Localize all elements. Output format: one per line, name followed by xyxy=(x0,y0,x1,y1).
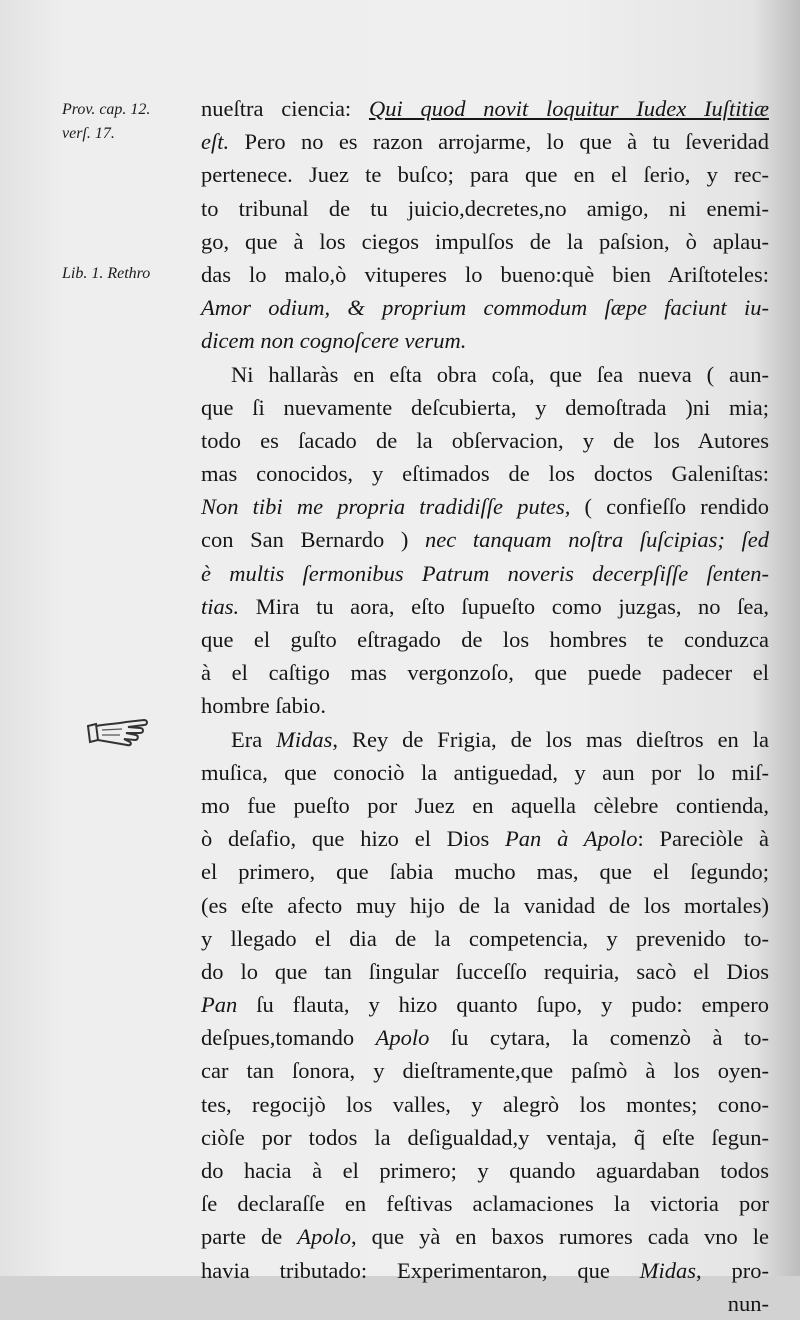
text-segment: ò deſafio, que hizo el Dios xyxy=(201,826,506,852)
text-segment: , que yà en baxos rumores cada vno le xyxy=(350,1224,769,1250)
text-segment: dicem non cognoſcere verum. xyxy=(201,328,467,354)
text-line xyxy=(201,689,769,722)
text-segment: mas conocidos, y eſtimados de los doctos Galeniſtas: xyxy=(201,461,769,487)
text-segment: deſpues,tomando xyxy=(201,1025,376,1051)
text-segment: do lo que tan ſingular ſucceſſo requiria, sacò el Dios xyxy=(201,958,769,984)
text-line xyxy=(201,1021,769,1054)
margin-note-citation: Lib. 1. Rethro xyxy=(62,265,151,282)
text-segment: , pro- xyxy=(696,1257,769,1283)
text-segment: (es eſte afecto muy hijo de la vanidad de los mortales) xyxy=(201,892,769,918)
text-line xyxy=(201,490,769,523)
text-segment: Era xyxy=(231,726,277,752)
text-line xyxy=(201,523,769,556)
text-segment: tes, regocijò los valles, y alegrò los montes; cono- xyxy=(201,1091,769,1117)
text-segment: Pan à Apolo xyxy=(505,826,638,852)
text-segment: Ni hallaràs en eſta obra coſa, que ſea nueva ( aun- xyxy=(231,361,769,387)
text-line xyxy=(201,92,769,125)
text-line xyxy=(201,1220,769,1253)
text-line xyxy=(201,955,769,988)
text-segment: que ſi nuevamente deſcubierta, y demoſtrada )ni mia; xyxy=(201,394,769,420)
text-segment: : Pareciòle à xyxy=(637,826,769,852)
text-segment: tias. xyxy=(201,593,240,619)
text-segment: hombre ſabio. xyxy=(201,693,326,719)
text-line xyxy=(201,291,769,324)
text-line xyxy=(201,457,769,490)
text-line xyxy=(201,789,769,822)
text-segment: go, que à los ciegos impulſos de la paſsion, ò aplau- xyxy=(201,228,769,254)
text-line xyxy=(201,1154,769,1187)
text-segment: nec tanquam noſtra ſuſcipias; ſed xyxy=(424,527,769,553)
text-line xyxy=(201,324,769,357)
text-segment: ſe declaraſſe en feſtivas aclamaciones la victoria por xyxy=(201,1191,769,1217)
text-segment: ( confieſſo rendido xyxy=(570,494,769,520)
text-line xyxy=(201,1187,769,1220)
text-line xyxy=(201,1121,769,1154)
text-segment: Apolo xyxy=(297,1224,351,1250)
text-segment: do hacia à el primero; y quando aguardaban todos xyxy=(201,1158,769,1183)
text-segment: havia tributado: Experimentaron, que xyxy=(201,1257,640,1283)
text-segment: pertenece. Juez te buſco; para que en el ſerio, y rec- xyxy=(201,162,769,188)
text-segment: ſu flauta, y hizo quanto ſupo, y pudo: empero xyxy=(237,992,769,1018)
text-line xyxy=(201,656,769,689)
text-segment: è multis ſermonibus Patrum noveris decerpſiſſe ſenten- xyxy=(201,560,769,586)
text-line xyxy=(201,258,769,291)
text-segment: Amor odium, & proprium commodum ſæpe faciunt iu- xyxy=(201,295,769,321)
text-segment: car tan ſonora, y dieſtramente,que paſmò à los oyen- xyxy=(201,1058,769,1084)
text-segment: Pan xyxy=(201,992,238,1018)
text-segment: mo fue pueſto por Juez en aquella cèlebre contienda, xyxy=(201,792,769,818)
text-line xyxy=(201,756,769,789)
text-segment: eſt. xyxy=(201,129,230,155)
text-line xyxy=(201,922,769,955)
margin-note-citation: verſ. 17. xyxy=(62,125,115,142)
text-segment: con San Bernardo ) xyxy=(201,527,425,553)
text-segment: todo es ſacado de la obſervacion, y de los Autores xyxy=(201,427,769,453)
text-line xyxy=(201,590,769,623)
text-segment: , Rey de Frigia, de los mas dieſtros en la xyxy=(332,726,769,752)
text-segment: Apolo xyxy=(375,1025,430,1051)
text-line xyxy=(201,822,769,855)
catchword: nun- xyxy=(727,1290,769,1316)
text-line xyxy=(201,192,769,225)
text-line xyxy=(201,889,769,922)
text-line xyxy=(201,225,769,258)
text-segment: y llegado el dia de la competencia, y prevenido to- xyxy=(201,925,769,951)
text-line xyxy=(201,623,769,656)
text-segment: ciòſe por todos la deſigualdad,y ventaja, q̃ eſte ſegun- xyxy=(201,1124,769,1150)
text-line xyxy=(201,1054,769,1087)
text-line xyxy=(201,391,769,424)
text-segment: Mira tu aora, eſto ſupueſto como juzgas, no ſea, xyxy=(239,593,769,619)
text-segment: parte de xyxy=(201,1224,298,1250)
text-segment: Non tibi me propria tradidiſſe putes, xyxy=(201,494,571,520)
text-line xyxy=(201,424,769,457)
text-line xyxy=(201,1254,769,1287)
text-segment: el primero, que ſabia mucho mas, que el ſegundo; xyxy=(201,859,769,885)
text-segment: Midas xyxy=(276,726,333,752)
text-segment: ſu cytara, la comenzò à to- xyxy=(429,1025,769,1051)
text-segment: Pero no es razon arrojarme, lo que à tu ſeveridad xyxy=(229,129,769,155)
text-segment: à el caſtigo mas vergonzoſo, que puede padecer el xyxy=(201,660,769,686)
text-line xyxy=(201,358,769,391)
text-segment: muſica, que conociò la antiguedad, y aun por lo miſ- xyxy=(201,759,769,785)
text-segment: nueſtra ciencia: xyxy=(201,96,369,121)
text-segment: to tribunal de tu juicio,decretes,no amigo, ni enemi- xyxy=(201,195,769,221)
text-segment: das lo malo,ò vituperes lo bueno:què bien Ariſtoteles: xyxy=(201,261,769,287)
margin-note-citation: Prov. cap. 12. xyxy=(62,101,151,118)
body-text xyxy=(201,92,769,1320)
text-line xyxy=(201,723,769,756)
text-segment: que el guſto eſtragado de los hombres te conduzca xyxy=(201,627,769,652)
text-line xyxy=(201,1088,769,1121)
text-line xyxy=(201,557,769,590)
text-line xyxy=(201,125,769,158)
pointing-hand-icon xyxy=(86,712,152,752)
text-segment: Qui quod novit loquitur Iudex Iuſtitiæ xyxy=(368,96,769,121)
text-segment: Midas xyxy=(639,1257,697,1283)
text-line xyxy=(201,158,769,191)
text-line xyxy=(201,988,769,1021)
text-line xyxy=(201,855,769,888)
